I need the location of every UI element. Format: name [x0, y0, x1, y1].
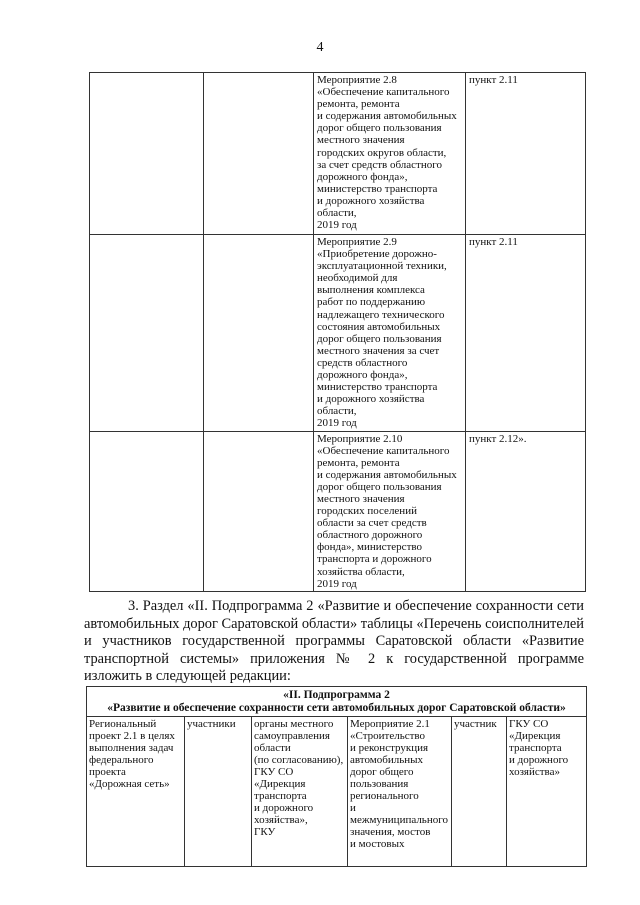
reference-cell: пункт 2.12». — [466, 431, 586, 591]
page-number: 4 — [316, 40, 324, 55]
header-line-1: «II. Подпрограмма 2 — [283, 689, 390, 701]
empty-cell — [90, 235, 204, 432]
empty-cell — [204, 73, 314, 235]
empty-cell — [204, 235, 314, 432]
empty-cell — [90, 431, 204, 591]
reference-cell: пункт 2.11 — [466, 73, 586, 235]
table-header-row — [87, 687, 587, 717]
project-cell: Региональный проект 2.1 в целях выполнения задач федерального проекта «Дорожная сеть» — [87, 717, 185, 867]
table-row — [87, 717, 587, 867]
measure-cell: Мероприятие 2.9 «Приобретение дорожно- эксплуатационной техники, необходимой для выполнения комплекса работ по поддержанию надлежащего технического состояния автомобильных дорог общего пользования местного значения за счет средств областного дорожного фонда», министерство транспорта и дорожного хозяйства области, 2019 год — [314, 235, 466, 432]
table-row — [90, 235, 586, 432]
role-cell: участники — [185, 717, 252, 867]
table-row — [90, 431, 586, 591]
table-row — [90, 73, 586, 235]
continuation-table — [89, 72, 586, 592]
subprogram-header — [87, 687, 587, 717]
empty-cell — [90, 73, 204, 235]
header-line-2: «Развитие и обеспечение сохранности сети автомобильных дорог Саратовской области» — [107, 702, 566, 714]
reference-cell: пункт 2.11 — [466, 235, 586, 432]
measure-cell: Мероприятие 2.1 «Строительство и реконструкция автомобильных дорог общего пользования регионального и межмуниципального значения, мостов и мостовых — [348, 717, 452, 867]
empty-cell — [204, 431, 314, 591]
subprogram-table — [86, 686, 587, 867]
executor-cell: ГКУ СО «Дирекция транспорта и дорожного хозяйства» — [507, 717, 587, 867]
measure-cell: Мероприятие 2.10 «Обеспечение капитального ремонта, ремонта и содержания автомобильных дорог общего пользования местного значения городских поселений области за счет средств областного дорожного фонда», министерство транспорта и дорожного хозяйства области, 2019 год — [314, 431, 466, 591]
paragraph-text: 3. Раздел «II. Подпрограмма 2 «Развитие и обеспечение сохранности сети автомобильных дорог Саратовской области» таблицы «Перечень соисполнителей и участников государственной программы Саратовской области «Развитие транспортной системы» приложения № 2 к государственной программе изложить в следующей редакции: — [84, 598, 584, 685]
amendment-paragraph — [84, 598, 584, 686]
measure-cell: Мероприятие 2.8 «Обеспечение капитального ремонта, ремонта и содержания автомобильных дорог общего пользования местного значения городских округов области, за счет средств областного дорожного фонда», министерство транспорта и дорожного хозяйства области, 2019 год — [314, 73, 466, 235]
executors-cell: органы местного самоуправления области (по согласованию), ГКУ СО «Дирекция транспорта и дорожного хозяйства», ГКУ — [252, 717, 348, 867]
role-cell: участник — [452, 717, 507, 867]
